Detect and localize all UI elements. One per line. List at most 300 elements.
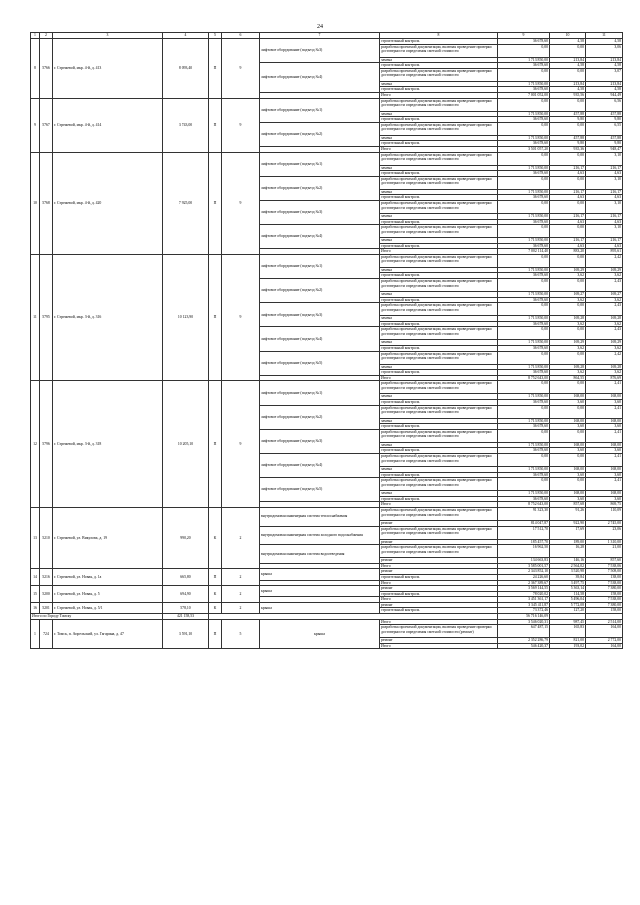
work-cost: 0,00 (498, 176, 550, 189)
max-cost-per-sqm: 3,10 (586, 176, 623, 189)
cost-per-sqm: 3,60 (550, 496, 586, 502)
table-row (31, 507, 623, 520)
column-number: 7 (260, 33, 380, 39)
building-address: г. Стрежевой, ул. Новая, д. 5 (53, 586, 163, 603)
floors-count: 9 (222, 98, 260, 152)
work-type: ремонт (380, 520, 498, 526)
building-type: П (209, 152, 222, 254)
max-cost-per-sqm: 169,28 (586, 364, 623, 370)
row-number: 8 (31, 39, 40, 99)
max-cost-per-sqm: 7 380,00 (586, 586, 623, 592)
building-type: П (209, 619, 222, 649)
max-cost-per-sqm: 213,84 (586, 81, 623, 87)
work-type: ремонт (380, 539, 498, 545)
max-cost-per-sqm: 3,62 (586, 370, 623, 376)
total-value: 895,61 (586, 249, 623, 255)
total-value: 8 752 643,00 (498, 502, 550, 508)
table-row (31, 586, 623, 592)
work-type: замена (380, 418, 498, 424)
work-element: лифтовое оборудование (подъезд №2) (260, 176, 380, 200)
work-type: разработка проектной документации, включая проведение проверки достоверности определения сметной стоимости (380, 68, 498, 81)
row-number: 9 (31, 98, 40, 152)
max-cost-per-sqm: 3,62 (586, 297, 623, 303)
max-cost-per-sqm: 110,09 (586, 507, 623, 520)
work-type: разработка проектной документации, включая проведение проверки достоверности определения сметной стоимости (380, 98, 498, 111)
building-code: 5768 (40, 152, 53, 254)
work-element: лифтовое оборудование (подъезд №2) (260, 405, 380, 429)
cost-per-sqm: 0,00 (550, 98, 586, 111)
cost-per-sqm: 987,45 (550, 619, 586, 625)
work-cost: 36 678,60 (498, 117, 550, 123)
work-type: строительный контроль (380, 608, 498, 614)
cost-per-sqm: 9,80 (550, 117, 586, 123)
building-address: г. Стрежевой, ул. Новая, д. 1а (53, 569, 163, 586)
work-type: разработка проектной документации, включая проведение проверки достоверности определения сметной стоимости (380, 526, 498, 539)
floors-count: 9 (222, 39, 260, 99)
max-cost-per-sqm: 4,63 (586, 219, 623, 225)
work-type: строительный контроль (380, 273, 498, 279)
work-cost: 1 713 850,00 (498, 364, 550, 370)
total-value: 3 451 361,17 (498, 597, 550, 603)
cost-per-sqm: 114,58 (550, 591, 586, 597)
work-cost: 1 713 850,00 (498, 213, 550, 219)
building-code: 5767 (40, 98, 53, 152)
total-value: 883,20 (550, 249, 586, 255)
work-cost: 0,00 (498, 429, 550, 442)
cost-per-sqm: 0,00 (550, 381, 586, 394)
city-total-label: Итого по Городу Томску (31, 614, 163, 620)
building-code: 5766 (40, 39, 53, 99)
work-cost: 36 678,60 (498, 219, 550, 225)
work-cost: 36 678,60 (498, 87, 550, 93)
work-type: строительный контроль (380, 346, 498, 352)
cost-per-sqm: 0,00 (550, 225, 586, 238)
building-address: г. Стрежевой, мкр. 4-й, д. 414 (53, 98, 163, 152)
table-row (31, 602, 623, 608)
building-type: П (209, 98, 222, 152)
floors-count: 5 (222, 619, 260, 649)
work-type: разработка проектной документации, включая проведение проверки достоверности определения сметной стоимости (380, 122, 498, 135)
floors-count: 9 (222, 381, 260, 508)
cost-per-sqm: 169,29 (550, 267, 586, 273)
max-cost-per-sqm: 169,29 (586, 267, 623, 273)
max-cost-per-sqm: 3,60 (586, 496, 623, 502)
column-number: 8 (380, 33, 498, 39)
work-type: строительный контроль (380, 117, 498, 123)
total-value: 5 496,04 (550, 597, 586, 603)
work-cost: 36 678,60 (498, 171, 550, 177)
cost-per-sqm: 4,58 (550, 87, 586, 93)
max-cost-per-sqm: 168,00 (586, 466, 623, 472)
work-type: ремонт (380, 638, 498, 644)
work-cost: 73 372,46 (498, 608, 550, 614)
column-number: 3 (53, 33, 163, 39)
max-cost-per-sqm: 138,00 (586, 574, 623, 580)
cost-per-sqm: 0,00 (550, 351, 586, 364)
work-type: разработка проектной документации, включая проведение проверки достоверности определения сметной стоимости (380, 351, 498, 364)
max-cost-per-sqm: 3,10 (586, 152, 623, 165)
work-element: лифтовое оборудование (подъезд №4) (260, 453, 380, 477)
building-code: 5210 (40, 507, 53, 568)
max-cost-per-sqm: 6,55 (586, 122, 623, 135)
cost-per-sqm: 169,28 (550, 316, 586, 322)
building-area: 3 743,00 (163, 98, 209, 152)
row-number: 13 (31, 507, 40, 568)
max-cost-per-sqm: 4,63 (586, 243, 623, 249)
row-number: 14 (31, 569, 40, 586)
work-type: замена (380, 57, 498, 63)
work-cost: 36 678,60 (498, 424, 550, 430)
building-code: 724 (40, 619, 53, 649)
work-type: разработка проектной документации, включая проведение проверки достоверности определения сметной стоимости (380, 507, 498, 520)
work-cost: 0,00 (498, 68, 550, 81)
work-element: лифтовое оборудование (подъезд №1) (260, 254, 380, 278)
work-type: разработка проектной документации, включая проведение проверки достоверности определения сметной стоимости (380, 279, 498, 292)
work-type: замена (380, 267, 498, 273)
work-cost: 0,00 (498, 225, 550, 238)
work-cost: 1 713 850,00 (498, 135, 550, 141)
max-cost-per-sqm: 164,00 (586, 643, 623, 649)
work-cost: 36 678,60 (498, 243, 550, 249)
max-cost-per-sqm: 1 310,00 (586, 539, 623, 545)
work-cost: 0,00 (498, 122, 550, 135)
building-type: К (209, 586, 222, 603)
cost-per-sqm: 0,00 (550, 279, 586, 292)
work-cost: 0,00 (498, 303, 550, 316)
cost-per-sqm: 0,00 (550, 68, 586, 81)
work-cost: 36 678,60 (498, 496, 550, 502)
cost-per-sqm: 168,00 (550, 442, 586, 448)
total-value: 876,69 (586, 375, 623, 381)
cost-per-sqm: 922,90 (550, 520, 586, 526)
total-label: Итого (380, 146, 498, 152)
max-cost-per-sqm: 3,60 (586, 472, 623, 478)
work-element: лифтовое оборудование (подъезд №3) (260, 303, 380, 327)
work-cost: 1 713 850,00 (498, 111, 550, 117)
table-row (31, 254, 623, 267)
work-type: разработка проектной документации, включая проведение проверки достоверности определения сметной стоимости (380, 200, 498, 213)
work-type: замена (380, 292, 498, 298)
work-type: разработка проектной документации, включая проведение проверки достоверности определения сметной стоимости (380, 176, 498, 189)
building-code: 5795 (40, 254, 53, 381)
max-cost-per-sqm: 3,07 (586, 68, 623, 81)
max-cost-per-sqm: 2,41 (586, 453, 623, 466)
building-type: П (209, 381, 222, 508)
work-cost: 546 420,37 (498, 643, 550, 649)
max-cost-per-sqm: 169,27 (586, 292, 623, 298)
work-cost: 36 678,60 (498, 448, 550, 454)
work-type: разработка проектной документации, включая проведение проверки достоверности определения сметной стоимости (380, 429, 498, 442)
max-cost-per-sqm: 4,63 (586, 171, 623, 177)
max-cost-per-sqm: 2,41 (586, 381, 623, 394)
page-number: 24 (317, 24, 323, 30)
work-type: строительный контроль (380, 370, 498, 376)
building-type: П (209, 569, 222, 586)
cost-per-sqm: 0,00 (550, 44, 586, 57)
building-code: 5200 (40, 586, 53, 603)
work-type: строительный контроль (380, 243, 498, 249)
max-cost-per-sqm: 4,58 (586, 39, 623, 45)
work-cost: 2 352 286,79 (498, 638, 550, 644)
cost-per-sqm: 169,28 (550, 364, 586, 370)
work-element: лифтовое оборудование (подъезд №2) (260, 279, 380, 303)
total-value: 3 501 057,20 (498, 146, 550, 152)
work-type: разработка проектной документации, включая проведение проверки достоверности определения сметной стоимости (380, 303, 498, 316)
work-type: разработка проектной документации, включая проведение проверки достоверности определения сметной стоимости (ремонт) (380, 625, 498, 638)
column-number: 1 (31, 33, 40, 39)
work-type: замена (380, 364, 498, 370)
total-value: 2 564,02 (550, 563, 586, 569)
total-value: 935,36 (550, 146, 586, 152)
work-element: внутридомовая инженерная система теплоснабжения (260, 507, 380, 526)
row-number: 1 (31, 619, 40, 649)
cost-per-sqm: 169,27 (550, 292, 586, 298)
cost-per-sqm: 3,60 (550, 472, 586, 478)
total-label: Итого (380, 597, 498, 603)
work-element: крыша (260, 586, 380, 597)
cost-per-sqm: 189,00 (550, 539, 586, 545)
floors-count: 9 (222, 254, 260, 381)
work-cost: 0,00 (498, 152, 550, 165)
cost-per-sqm: 216,17 (550, 165, 586, 171)
work-cost: 1 713 850,00 (498, 292, 550, 298)
work-cost: 0,00 (498, 200, 550, 213)
work-type: строительный контроль (380, 141, 498, 147)
work-type: строительный контроль (380, 219, 498, 225)
max-cost-per-sqm: 216,17 (586, 238, 623, 244)
building-address: г. Томск, п. Апрельский, ул. Гагарина, д. 47 (53, 619, 163, 649)
capital-repair-register-table (30, 32, 623, 649)
cost-per-sqm: 39,84 (550, 574, 586, 580)
work-cost: 1 713 850,00 (498, 165, 550, 171)
max-cost-per-sqm: 2,43 (586, 303, 623, 316)
work-type: разработка проектной документации, включая проведение проверки достоверности определения сметной стоимости (380, 254, 498, 267)
work-cost: 36 678,60 (498, 346, 550, 352)
work-type: строительный контроль (380, 297, 498, 303)
cost-per-sqm: 3,60 (550, 424, 586, 430)
cost-per-sqm: 168,00 (550, 394, 586, 400)
table-row (31, 569, 623, 575)
max-cost-per-sqm: 4,58 (586, 87, 623, 93)
work-cost: 36 678,60 (498, 370, 550, 376)
work-cost: 1 713 850,00 (498, 81, 550, 87)
max-cost-per-sqm: 169,29 (586, 340, 623, 346)
max-cost-per-sqm: 3,60 (586, 400, 623, 406)
max-cost-per-sqm: 2 745,00 (586, 520, 623, 526)
work-cost: 1 713 850,00 (498, 491, 550, 497)
max-cost-per-sqm: 3,60 (586, 448, 623, 454)
work-element: лифтовое оборудование (подъезд №4) (260, 327, 380, 351)
work-cost: 814 047,87 (498, 520, 550, 526)
work-type: строительный контроль (380, 574, 498, 580)
cost-per-sqm: 193,02 (550, 643, 586, 649)
cost-per-sqm: 213,84 (550, 57, 586, 63)
cost-per-sqm: 213,84 (550, 81, 586, 87)
work-type: ремонт (380, 558, 498, 564)
total-value: 7 538,06 (586, 563, 623, 569)
work-type: строительный контроль (380, 591, 498, 597)
work-cost: 36 678,60 (498, 39, 550, 45)
work-type: разработка проектной документации, включая проведение проверки достоверности определения сметной стоимости (380, 453, 498, 466)
max-cost-per-sqm: 168,00 (586, 418, 623, 424)
cost-per-sqm: 3,60 (550, 448, 586, 454)
work-cost: 0,00 (498, 279, 550, 292)
cost-per-sqm: 0,00 (550, 254, 586, 267)
building-code: 5216 (40, 569, 53, 586)
building-area: 665,80 (163, 569, 209, 586)
total-value: 864,55 (550, 375, 586, 381)
building-area: 10 205,10 (163, 381, 209, 508)
total-label: Итого (380, 563, 498, 569)
work-type: замена (380, 238, 498, 244)
work-element: лифтовое оборудование (подъезд №3) (260, 39, 380, 63)
max-cost-per-sqm: 2 514,00 (586, 619, 623, 625)
max-cost-per-sqm: 3,10 (586, 200, 623, 213)
building-code: 5796 (40, 381, 53, 508)
building-type: П (209, 39, 222, 99)
cost-per-sqm: 0,00 (550, 200, 586, 213)
max-cost-per-sqm: 857,60 (586, 558, 623, 564)
max-cost-per-sqm: 164,00 (586, 625, 623, 638)
work-cost: 24 226,60 (498, 574, 550, 580)
work-cost: 0,00 (498, 327, 550, 340)
work-type: Итого (380, 619, 498, 625)
building-type: П (209, 254, 222, 381)
work-type: Итого (380, 643, 498, 649)
row-number: 15 (31, 586, 40, 603)
cost-per-sqm: 165,83 (550, 625, 586, 638)
row-number: 10 (31, 152, 40, 254)
work-type: строительный контроль (380, 63, 498, 69)
work-element: крыша (260, 619, 380, 649)
work-type: замена (380, 165, 498, 171)
work-type: строительный контроль (380, 448, 498, 454)
max-cost-per-sqm: 216,17 (586, 165, 623, 171)
work-type: замена (380, 213, 498, 219)
work-type: замена (380, 81, 498, 87)
work-cost: 1 713 850,00 (498, 57, 550, 63)
work-type: разработка проектной документации, включая проведение проверки достоверности определения сметной стоимости (380, 44, 498, 57)
max-cost-per-sqm: 457,88 (586, 111, 623, 117)
max-cost-per-sqm: 3,62 (586, 321, 623, 327)
work-cost: 36 678,60 (498, 63, 550, 69)
work-cost: 0,00 (498, 453, 550, 466)
cost-per-sqm: 216,17 (550, 189, 586, 195)
column-number: 10 (550, 33, 586, 39)
max-cost-per-sqm: 213,84 (586, 57, 623, 63)
floors-count: 2 (222, 507, 260, 568)
max-cost-per-sqm: 3,06 (586, 44, 623, 57)
work-cost: 36 678,60 (498, 321, 550, 327)
floors-count: 2 (222, 586, 260, 603)
cost-per-sqm: 3,62 (550, 297, 586, 303)
building-address: г. Стрежевой, мкр. 3-й, д. 316 (53, 254, 163, 381)
total-value: 3 497,75 (550, 580, 586, 586)
work-type: ремонт (380, 586, 498, 592)
work-cost: 1 713 850,00 (498, 267, 550, 273)
cost-per-sqm: 4,63 (550, 171, 586, 177)
work-cost: 36 678,60 (498, 273, 550, 279)
work-cost: 1 713 850,00 (498, 189, 550, 195)
floors-count: 9 (222, 152, 260, 254)
work-cost: 647 487,15 (498, 625, 550, 638)
cost-per-sqm: 127,20 (550, 608, 586, 614)
work-cost: 1 713 850,00 (498, 340, 550, 346)
total-value: 3 585 001,57 (498, 563, 550, 569)
building-address: г. Стрежевой, ул. Викулова, д. 19 (53, 507, 163, 568)
work-cost: 36 678,60 (498, 195, 550, 201)
floors-count: 2 (222, 602, 260, 613)
table-row (31, 39, 623, 45)
work-type: замена (380, 340, 498, 346)
table-row (31, 619, 623, 625)
work-type: замена (380, 466, 498, 472)
building-address: г. Стрежевой, мкр. 3-й, д. 318 (53, 381, 163, 508)
table-row (31, 98, 623, 111)
max-cost-per-sqm: 9,80 (586, 141, 623, 147)
work-cost: 1 713 850,00 (498, 418, 550, 424)
cost-per-sqm: 457,88 (550, 111, 586, 117)
max-cost-per-sqm: 21,00 (586, 545, 623, 558)
work-cost: 36 678,60 (498, 141, 550, 147)
work-type: разработка проектной документации, включая проведение проверки достоверности определения сметной стоимости (380, 478, 498, 491)
work-cost: 2 343 852,10 (498, 569, 550, 575)
max-cost-per-sqm: 2 772,00 (586, 638, 623, 644)
work-type: разработка проектной документации, включая проведение проверки достоверности определения сметной стоимости (380, 327, 498, 340)
cost-per-sqm: 216,17 (550, 238, 586, 244)
work-type: строительный контроль (380, 424, 498, 430)
total-value: 7 538,00 (586, 580, 623, 586)
city-total-sum: 56 716 146,09 (498, 614, 550, 620)
work-cost: 3 569 144,55 (498, 586, 550, 592)
cost-per-sqm: 0,00 (550, 429, 586, 442)
building-area: 8 093,40 (163, 39, 209, 99)
max-cost-per-sqm: 168,00 (586, 394, 623, 400)
table-row (31, 381, 623, 394)
cost-per-sqm: 16,28 (550, 545, 586, 558)
building-area: 694,90 (163, 586, 209, 603)
work-type: замена (380, 111, 498, 117)
cost-per-sqm: 4,63 (550, 243, 586, 249)
building-code: 5201 (40, 602, 53, 613)
work-type: строительный контроль (380, 195, 498, 201)
work-type: замена (380, 316, 498, 322)
work-type: ремонт (380, 602, 498, 608)
work-element: лифтовое оборудование (подъезд №2) (260, 122, 380, 146)
work-cost: 185 457,70 (498, 539, 550, 545)
column-number: 5 (209, 33, 222, 39)
total-value: 7 001 052,00 (498, 92, 550, 98)
total-value: 935,56 (550, 92, 586, 98)
work-cost: 0,00 (498, 351, 550, 364)
cost-per-sqm: 0,00 (550, 453, 586, 466)
cost-per-sqm: 4,58 (550, 39, 586, 45)
work-cost: 36 678,60 (498, 297, 550, 303)
work-cost: 1 713 850,00 (498, 316, 550, 322)
work-element: лифтовое оборудование (подъезд №5) (260, 351, 380, 375)
work-element: лифтовое оборудование (подъезд №4) (260, 225, 380, 249)
cost-per-sqm: 0,00 (550, 122, 586, 135)
cost-per-sqm: 168,00 (550, 418, 586, 424)
cost-per-sqm: 146,16 (550, 558, 586, 564)
row-number: 11 (31, 254, 40, 381)
total-value: 7 002 114,40 (498, 249, 550, 255)
building-area: 3 591,10 (163, 619, 209, 649)
max-cost-per-sqm: 168,00 (586, 442, 623, 448)
cost-per-sqm: 3,62 (550, 346, 586, 352)
max-cost-per-sqm: 7 380,00 (586, 602, 623, 608)
max-cost-per-sqm: 4,58 (586, 63, 623, 69)
